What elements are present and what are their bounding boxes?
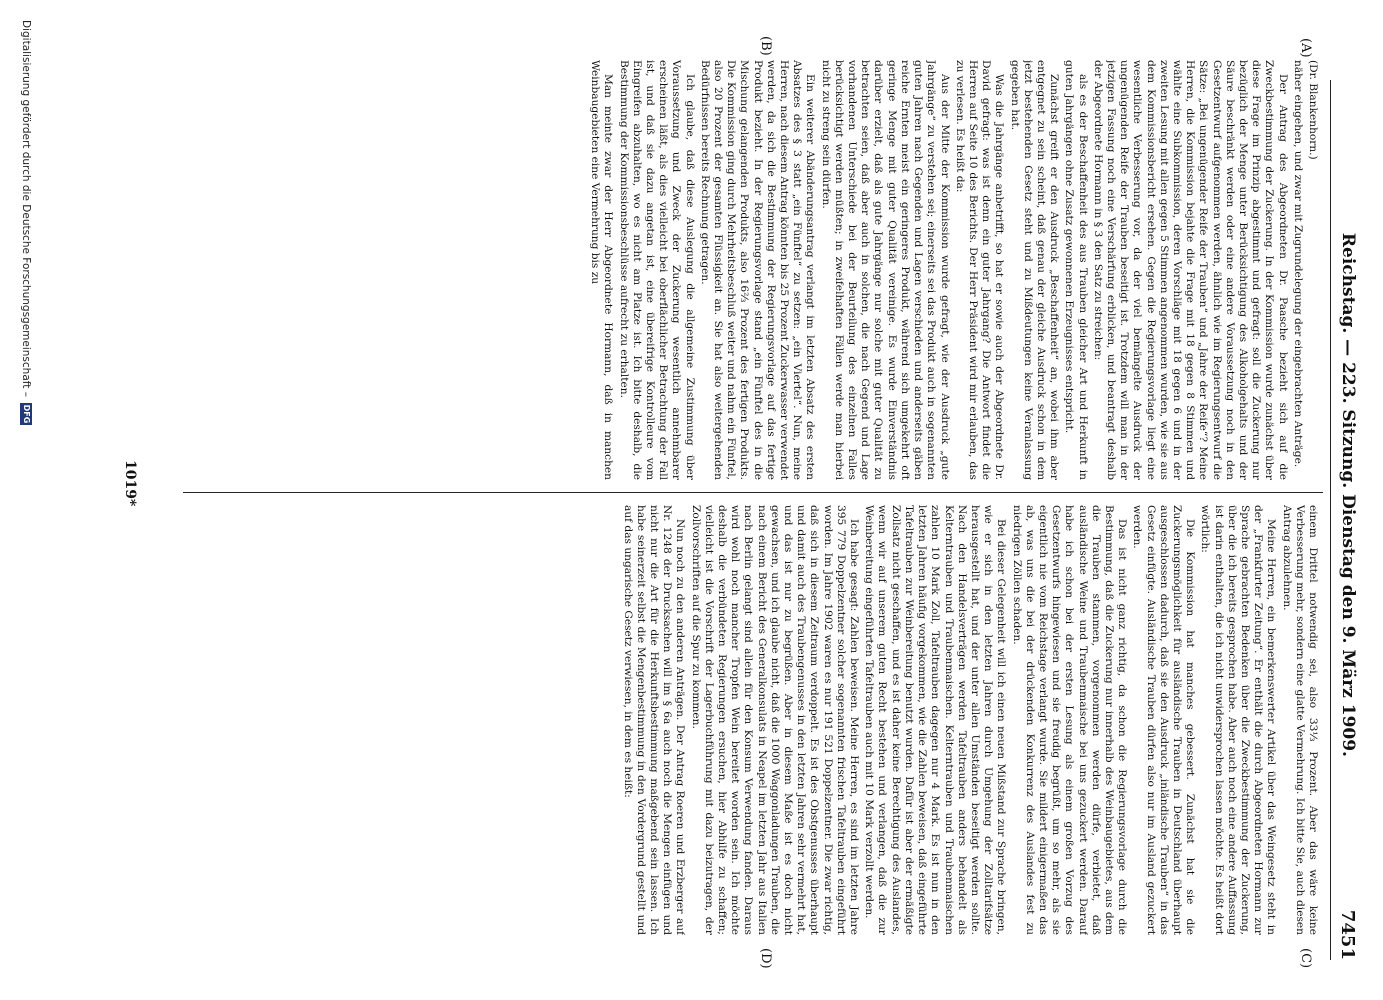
quoted-text: Aus der Mitte der Kommission wurde gefragt, wie der Ausdruck „gute Jahrgänge“ zu verstehen sei; einerseits sei das Produkt auch in sogenannten guten Jahren nach Gegenden und Lagen verschieden und anderseits gäben reiche Ernten meist ein geringeres Produkt, während sich umgekehrt oft geringe Menge mit guter Qualität vereinige. Es wurde Einverständnis darüber erzielt, daß als gute Jahrgänge nur solche mit guter Qualität zu betrachten seien, daß aber auch in solchen, die nach Gegend und Lage vorhandenen Unterschiede bei der Beurteilung des einzelnen Falles berücksichtigt werden müßten; in zweifelhaften Fällen werde man hierbei nicht zu streng sein dürfen. [819,60,951,480]
left-column [189,60,1319,480]
paragraph: Ein weiterer Abänderungsantrag verlangt im letzten Absatz des ersten Absatzes des § 3 statt „ein Fünftel“ zu setzen: „ein Viertel“. Nun, meine Herren, nach diesem Antrag könnten bis 25 Prozent Zuckerwasser verwendet werden, da sich die Bestimmung der Regierungsvorlage auf das fertige Produkt bezieht. In der Regierungsvorlage stand „ein Fünftel des in die Mischung gelangenden Produkts, also 16⅔ Prozent des fertigen Produkts. Die Kommission ging durch Mehrheitsbeschluß weiter und nahm ein Fünftel, also 20 Prozent der gesamten Flüssigkeit an. Sie hat also weitergehenden Bedürfnissen bereits Rechnung getragen. [698,60,817,480]
margin-mark-b: (B) [758,36,773,56]
paragraph: Meine Herren, ein bemerkenswerter Artikel über das Weingesetz steht in der „Frankfurter Zeitung“. Er enthält die durch Abgeordneten Hormann zur Sprache gebrachten Bedenken über die Zweckbestimmung der Zuckerung, über die ich bereits gesprochen habe. Aber auch noch eine andere Auffassung ist darin enthalten, die ich nicht unwidersprochen lassen möchte. Es heißt dort wörtlich: [1199,505,1278,935]
paragraph: Ich habe gesagt: Zahlen beweisen. Meine Herren, es sind im letzten Jahre 395 779 Doppelzentner solcher sogenannten frischen Tafeltrauben eingeführt worden. Im Jahre 1902 waren es nur 191 521 Doppelzentner. Die zwar richtig, daß sich in diesem Zeitraum verdoppelt. Es ist des Obstgenusses überhaupt und damit auch des Traubengenusses in den letzten Jahren sehr vermehrt hat, und das ist nur zu begrüßen. Aber in diesem Maße ist es doch nicht gewachsen, und ich glaube nicht, daß die 1000 Waggonladungen Trauben, die nach einem Bericht des Generalkonsulats in Neapel im letzten Jahr aus Italien nach Berlin gelangt sind allein für den Konsum Verwendung fanden. Daraus wird wohl noch mancher Tropfen Wein bereitet worden sein. Ich möchte deshalb die verbündeten Regierungen ersuchen, hier Abhilfe zu schaffen; vielleicht ist die Vorschrift der Lagerbuchführung mit dazu beizutragen, der Zollvorschriften auf die Spur zu kommen. [689,505,861,935]
column-divider [183,492,1323,493]
paragraph: Man meinte zwar der Herr Abgeordnete Hormann, daß in manchen Weinbaugebieten eine Vermehrung bis zu [589,60,615,480]
header-title: Reichstag. — 223. Sitzung. Dienstag den 9. März 1909. [1338,232,1358,757]
header-page-number: 7451 [1337,909,1359,960]
paragraph: Zunächst greift er den Ausdruck „Beschaffenheit“ an, wobei ihm aber entgegnet zu sein scheint, daß genau der gleiche Ausdruck schon in dem jetzt bestehenden Gesetz steht und zu Mißdeutungen keine Veranlassung gegeben hat. [1008,60,1061,480]
quoted-text: Die Kommission hat manches gebessert. Zunächst hat sie die Zuckerungsmöglichkeit für ausländische Trauben in Deutschland überhaupt ausgeschlossen dadurch, daß sie den Ausdruck „inländische Trauben“ in das Gesetz einfügte. Ausländische Trauben dürfen also nur im Ausland gezuckert werden. [1131,505,1197,935]
quoted-text: als es der Beschaffenheit des aus Trauben gleicher Art und Herkunft in guten Jahrgängen ohne Zusatz gewonnenen Erzeugnisses entspricht. [1063,60,1089,480]
paragraph: Ich glaube, daß diese Auslegung die allgemeine Zustimmung über Voraussetzung und Zweck der Zuckerung wesentlich annehmbarer erscheinen läßt, als dies vielleicht bei oberflächlicher Betrachtung der Fall ist, und daß sie dazu angetan ist, eine übereifrige Kontrolleure vom Eingreifen abzuhalten, wo es nicht am Platze ist. Ich bitte deshalb, die Bestimmung der Kommissionsbeschlüsse aufrecht zu erhalten. [617,60,696,480]
digitization-note [17,20,35,960]
page-header [1330,80,1365,960]
paragraph: näher eingehen, und zwar mit Zugrundelegung der eingebrachten Anträge. [1291,60,1304,468]
margin-mark-a: (A) [1298,38,1313,58]
paragraph: einem Drittel notwendig sei, also 33⅓ Prozent. Aber das wäre keine Verbesserung mehr, sondern eine glatte Vermehrung. Ich bitte Sie, auch diesen Antrag abzulehnen. [1280,505,1319,935]
digitization-text: Digitalisierung gefördert durch die Deutsche Forschungsgemeinschaft – [20,20,32,397]
footer-page-code: 1019* [122,460,138,507]
paragraph: Das ist nicht ganz richtig, da schon die Regierungsvorlage durch die Bestimmung, daß die Zuckerung nur innerhalb des Weinbaugebietes, aus dem die Trauben stammen, vorgenommen werden dürfe, verbietet, daß ausländische Weine und Traubenmaische bei uns gezuckert werden. Darauf habe ich schon bei der ersten Lesung als einem großen Vorzug des Gesetzentwurfs hingewiesen und sie freudig begrüßt, um so mehr, als sie eigentlich nie vom Reichstage verlangt wurde. Sie mildert einigermaßen das ab, was uns die bei der drückenden Konkurrenz des Auslandes fest zu niedrigen Zöllen schaden. [1010,505,1129,935]
dfg-logo-icon: DFG [22,404,31,424]
right-column [189,505,1319,935]
paragraph: Was die Jahrgänge anbetrifft, so hat er sowie auch der Abgeordnete Dr. David gefragt: was ist denn ein guter Jahrgang? Die Antwort findet die Herren auf Seite 10 des Berichts. Der Herr Präsident wird mir erlauben, das zu verlesen. Es heißt da: [953,60,1006,480]
margin-mark-c: (C) [1298,948,1313,969]
paragraph: Bei dieser Gelegenheit will ich einen neuen Mißstand zur Sprache bringen, wie er sich in den letzten Jahren durch Umgehung der Zolltarifsätze herausgestellt hat, und der unter allen Umständen beseitigt werden sollte. Nach den Handelsverträgen werden Tafeltrauben anders behandelt als Kelterntrauben und Traubenmaischen. Kelterntrauben und Traubenmaischen zahlen 10 Mark Zoll, Tafeltrauben dagegen nur 4 Mark. Es ist nun in den letzten Jahren häufig vorgekommen, wie die Zahlen beweisen, daß eingeführte Tafeltrauben zur Weinbereitung benutzt wurden. Dafür ist aber der ermäßigte Zollsatz nicht geschaffen, und es ist daher keine Berechtigung des Auslandes, wenn wir auf unserem guten Recht bestehen und verlangen, daß die zur Weinbereitung eingeführten Tafeltrauben auch mit 10 Mark verzollt werden. [863,505,1008,935]
paragraph: Nun noch zu den anderen Anträgen. Der Antrag Roeren und Erzberger auf Nr. 1248 der Drucksachen will im § 6a auch noch die Mengen einfügen und nicht nur die Art für die Herkunftsbestimmung maßgebend sein lassen. Ich habe seinerzeit selbst die Mengenbestimmung in den Vordergrund gestellt und auf das ungarische Gesetz verwiesen, in dem es heißt: [621,505,687,935]
speaker-tag: (Dr. Blankenhorn.) [1307,60,1319,160]
margin-mark-d: (D) [758,948,773,969]
paragraph: Der Antrag des Abgeordneten Dr. Paasche bezieht sich auf die Zweckbestimmung der Zuckerung. In der Kommission wurde zunächst über diese Frage im Prinzip abgestimmt und gefragt: soll die Zuckerung nur bezüglich der Menge unter Berücksichtigung des Alkoholgehalts und der Säure beschränkt werden oder eine andere Voraussetzung noch in den Gesetzentwurf aufgenommen werden, ähnlich wie im Regierungsentwurf die Sätze: „Bei ungenügender Reife der Trauben“ und „Jahre der Reife“? Meine Herren, die Kommission bejahte die Frage mit 18 gegen 8 Stimmen und wählte eine Subkommission, deren Vorschläge mit 18 gegen 6 und in der zweiten Lesung mit allen gegen 5 Stimmen angenommen wurden, wie sie aus dem Kommissionsbericht ersehen. Gegen die Regierungsvorlage liegt eine wesentliche Verbesserung vor, da der viel bemängelte Ausdruck der ungenügenden Reife der Trauben beseitigt ist. Trotzdem will man in der jetzigen Fassung noch eine Verschärfung erblicken, und beantragt deshalb der Abgeordnete Hormann in § 3 den Satz zu streichen: [1091,60,1289,480]
